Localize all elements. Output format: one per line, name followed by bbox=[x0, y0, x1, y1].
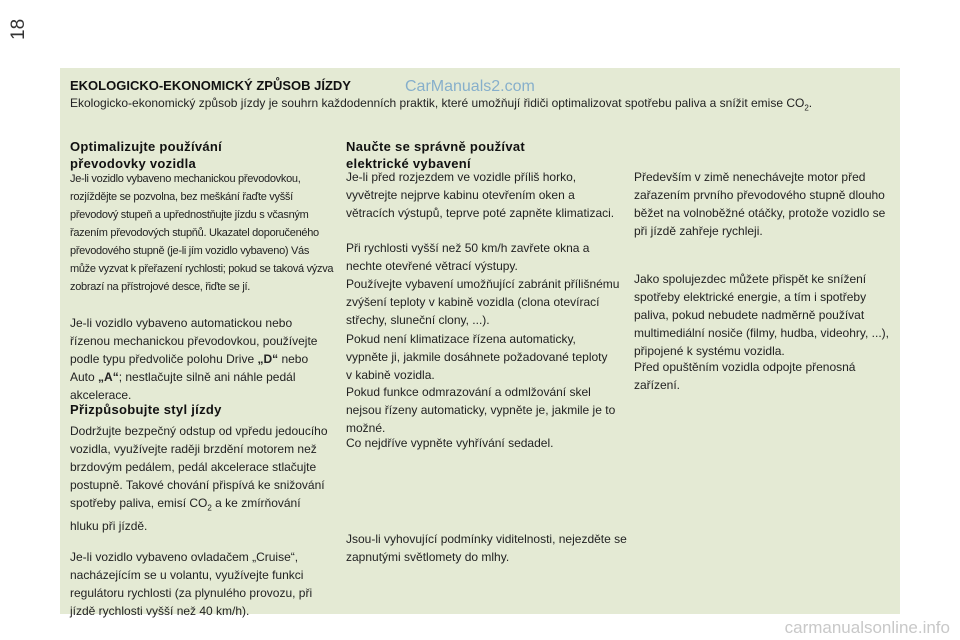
intro-subscript: 2 bbox=[804, 103, 809, 113]
paragraph-unplug-devices: Před opuštěním vozidla odpojte přenosná zařízení. bbox=[634, 360, 856, 392]
paragraph-defrost: Pokud funkce odmrazování a odmlžování skel nejsou řízeny automaticky, vypněte je, jakmile je to možné. bbox=[346, 385, 616, 435]
text-subscript: 2 bbox=[207, 503, 212, 513]
text-part: ; nestlačujte silně ani náhle pedál akcelerace. bbox=[70, 370, 296, 402]
watermark: CarManuals2.com bbox=[405, 78, 535, 95]
heading-gearbox: Optimalizujte používání převodovky vozidla bbox=[70, 139, 223, 171]
heading-electrical: Naučte se správně používat elektrické vybavení bbox=[346, 139, 526, 171]
text-part: a ke zmírňování hluku při jízdě. bbox=[70, 496, 301, 534]
text-drive: „D“ bbox=[257, 352, 279, 366]
heading-driving-style: Přizpůsobujte styl jízdy bbox=[70, 402, 222, 417]
page-number: 18 bbox=[8, 18, 29, 40]
text-part: Je-li vozidlo vybaveno automatickou nebo řízenou mechanickou převodovkou, používejte podle typu předvoliče polohu Drive bbox=[70, 316, 318, 366]
section-intro bbox=[70, 96, 812, 112]
footer-watermark: carmanualsonline.info bbox=[784, 618, 950, 637]
text-part: nebo Auto bbox=[70, 352, 309, 384]
paragraph-driving-style bbox=[70, 422, 332, 535]
paragraph-seat-heating: Co nejdříve vypněte vyhřívání sedadel. bbox=[346, 436, 554, 450]
paragraph-ventilate: Je-li před rozjezdem ve vozidle příliš horko, vyvětrejte nejprve kabinu otevřením oken a větracích výstupů, teprve poté zapněte klimatizaci. bbox=[346, 170, 615, 220]
intro-end: . bbox=[808, 96, 813, 110]
paragraph-passenger: Jako spolujezdec můžete přispět ke snížení spotřeby elektrické energie, a tím i spotřeby paliva, pokud nebudete nadměrně používat multimediální nosiče (filmy, hudba, videohry, ...), připojené k systému vozidla. bbox=[634, 272, 889, 358]
paragraph-close-windows: Při rychlosti vyšší než 50 km/h zavřete okna a nechte otevřené větrací výstupy. bbox=[346, 241, 590, 273]
text-auto: „A“ bbox=[98, 370, 119, 384]
paragraph-cruise: Je-li vozidlo vybaveno ovladačem „Cruise“, nacházejícím se u volantu, využívejte funkci regulátoru rychlosti (za plynulého provozu, při jízdě rychlosti vyšší než 40 km/h). bbox=[70, 550, 313, 618]
section-title: EKOLOGICKO-EKONOMICKÝ ZPŮSOB JÍZDY bbox=[70, 78, 351, 93]
intro-text: Ekologicko-ekonomický způsob jízdy je souhrn každodenních praktik, které umožňují řidiči optimalizovat spotřebu paliva a snížit emise CO bbox=[70, 96, 805, 110]
paragraph-air-conditioning: Pokud není klimatizace řízena automaticky, vypněte ji, jakmile dosáhnete požadované teploty v kabině vozidla. bbox=[346, 332, 608, 382]
paragraph-heat-protection: Používejte vybavení umožňující zabránit přílišnému zvýšení teploty v kabině vozidla (clona otevírací střechy, sluneční clony, ...). bbox=[346, 277, 620, 327]
paragraph-manual-gearbox: Je-li vozidlo vybaveno mechanickou převodovkou, rozjíždějte se pozvolna, bez meškání řaďte vyšší převodový stupeň a upřednostňujte jízdu s včasným řazením převodových stupňů. Ukazatel doporučeného převodového stupně (je-li jím vozidlo vybaveno) Vás může vyzvat k přeřazení rychlosti; pokud se taková výzva zobrazí na přístrojové desce, řiďte se jí. bbox=[70, 173, 334, 293]
paragraph-winter-idle: Především v zimě nenechávejte motor před zařazením prvního převodového stupně dlouho běžet na volnoběžné otáčky, protože vozidlo se při jízdě zahřeje rychleji. bbox=[634, 170, 886, 238]
paragraph-fog-lights: Jsou-li vyhovující podmínky viditelnosti, nejezděte se zapnutými světlomety do mlhy. bbox=[346, 532, 627, 564]
paragraph-automatic-gearbox bbox=[70, 314, 334, 404]
text-part: Dodržujte bezpečný odstup od vpředu jedoucího vozidla, využívejte raději brzdění motorem než brzdovým pedálem, pedál akcelerace stlačujte postupně. Takové chování přispívá ke snižování spotřeby paliva, emisí CO bbox=[70, 424, 328, 510]
